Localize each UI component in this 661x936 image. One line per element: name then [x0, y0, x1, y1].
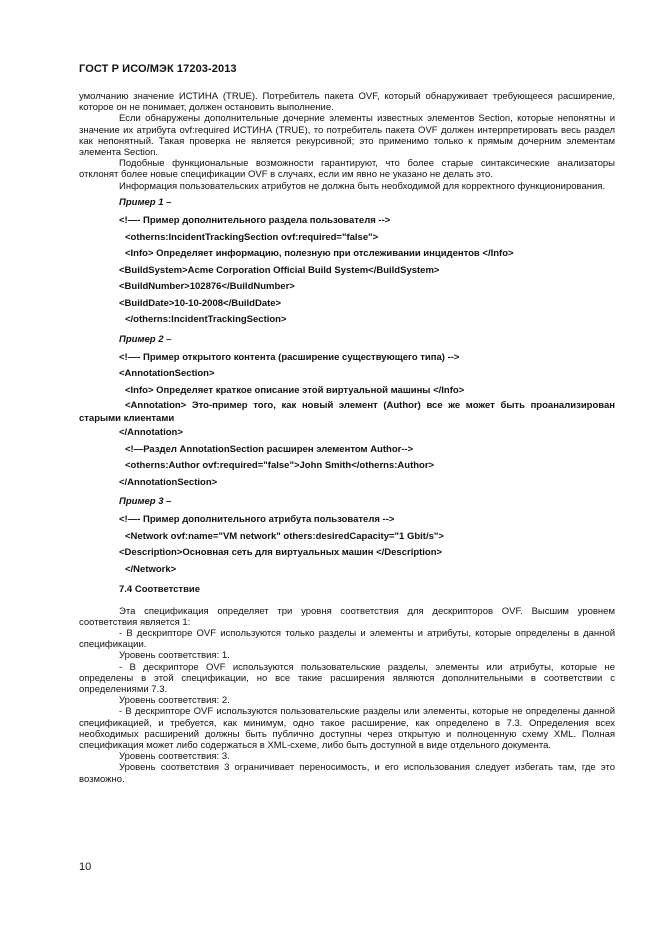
- code-line: <Description>Основная сеть для виртуальных машин </Description>: [119, 547, 443, 559]
- document-body: [79, 91, 615, 785]
- paragraph: - В дескрипторе OVF используются пользовательские разделы, элементы или атрибуты, которые не определены в этой спецификации, но все такие расширения являются дополнительными в соответствии с определениями 7.3.: [79, 661, 615, 696]
- paragraph: Если обнаружены дополнительные дочерние элементы известных элементов Section, которые непонятны и значение их атрибута ovf:required ИСТИНА (TRUE), то потребитель пакета OVF должен интерпретировать весь раздел как непонятный. Такая проверка не является рекурсивной; это применимо только к прямым дочерним элементам элемента Section.: [79, 113, 615, 159]
- paragraph: Уровень соответствия 3 ограничивает переносимость, и его использования следует избегать там, где это возможно.: [79, 762, 615, 785]
- code-line: <!—- Пример открытого контента (расширение существующего типа) -->: [119, 351, 460, 363]
- code-line: </Annotation>: [119, 427, 183, 439]
- paragraph: Уровень соответствия: 1.: [119, 650, 230, 662]
- paragraph: - В дескрипторе OVF используются только разделы и элементы и атрибуты, которые определены в данной спецификации.: [79, 628, 615, 651]
- example-label: Пример 3 –: [119, 496, 172, 508]
- code-line: <Network ovf:name="VM network" others:desiredCapacity="1 Gbit/s">: [125, 530, 444, 542]
- paragraph: - В дескрипторе OVF используются пользовательские разделы или элементы, которые не определены данной спецификацией, и требуется, как минимум, одно такое расширение, как определено в 7.3. Определения всех необходимых расширений должны быть публично доступны через открытую и полноценную схему XML. Полная спецификация может либо содержаться в XML-схеме, либо быть доступной в виде отдельного документа.: [79, 706, 615, 752]
- code-line: </otherns:IncidentTrackingSection>: [125, 314, 287, 326]
- code-line: <Info> Определяет информацию, полезную при отслеживании инцидентов </Info>: [125, 248, 514, 260]
- code-line: <Info> Определяет краткое описание этой виртуальной машины </Info>: [125, 384, 465, 396]
- code-line: </Network>: [125, 563, 177, 575]
- code-line: <Annotation> Это-пример того, как новый элемент (Author) все же может быть проанализирован старыми клиентами: [79, 400, 615, 425]
- code-line: <!—- Пример дополнительного раздела пользователя -->: [119, 215, 391, 227]
- paragraph: Информация пользовательских атрибутов не должна быть необходимой для корректного функционирования.: [119, 180, 606, 192]
- paragraph: Эта спецификация определяет три уровня соответствия для дескрипторов OVF. Высшим уровнем соответствия является 1:: [79, 605, 615, 628]
- standard-header: ГОСТ Р ИСО/МЭК 17203-2013: [79, 63, 237, 75]
- section-heading: 7.4 Соответствие: [119, 584, 201, 596]
- code-line: <!—Раздел AnnotationSection расширен элементом Author-->: [125, 443, 414, 455]
- code-line: <BuildNumber>102876</BuildNumber>: [119, 281, 295, 293]
- paragraph: Уровень соответствия: 3.: [119, 751, 230, 763]
- code-line: <AnnotationSection>: [119, 368, 215, 380]
- paragraph: умолчанию значение ИСТИНА (TRUE). Потребитель пакета OVF, который обнаруживает требующееся расширение, которое он не понимает, должен остановить выполнение.: [79, 91, 615, 114]
- example-label: Пример 2 –: [119, 333, 172, 345]
- code-line: <otherns:Author ovf:required="false">John Smith</otherns:Author>: [125, 460, 435, 472]
- paragraph: Подобные функциональные возможности гарантируют, что более старые синтаксические анализаторы отклонят более новые спецификации OVF в случаях, если им явно не указано не делать это.: [79, 158, 615, 181]
- code-line: <BuildDate>10-10-2008</BuildDate>: [119, 297, 282, 309]
- paragraph: Уровень соответствия: 2.: [119, 695, 230, 707]
- code-line: <BuildSystem>Acme Corporation Official Build System</BuildSystem>: [119, 264, 440, 276]
- example-label: Пример 1 –: [119, 196, 172, 208]
- code-line: <!—- Пример дополнительного атрибута пользователя -->: [119, 514, 395, 526]
- code-line: <otherns:IncidentTrackingSection ovf:required="false">: [125, 231, 379, 243]
- page-number: 10: [79, 861, 92, 873]
- code-line: </AnnotationSection>: [119, 476, 218, 488]
